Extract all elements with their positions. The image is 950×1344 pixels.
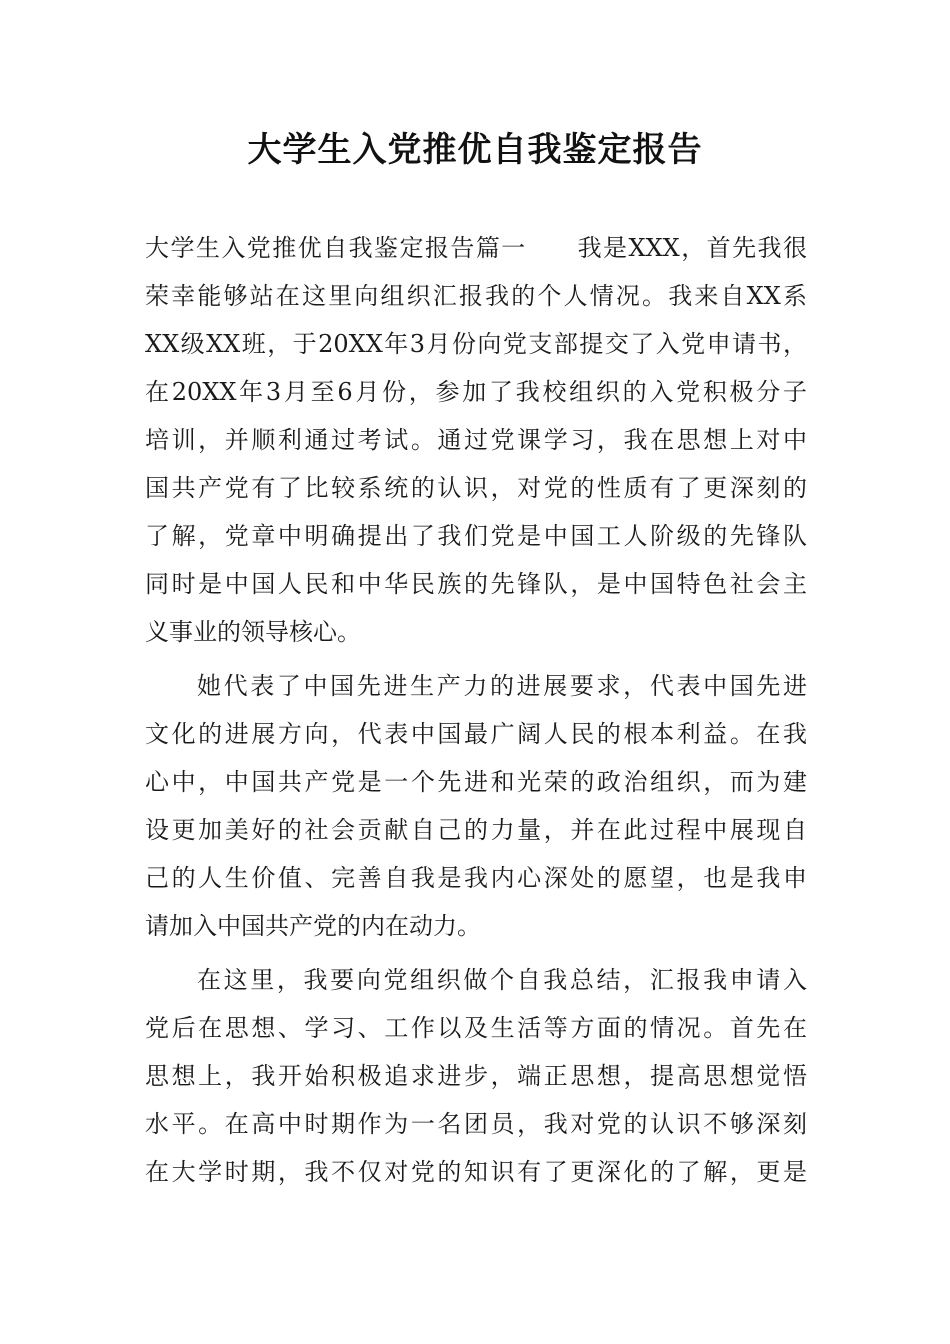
paragraph-3	[145, 956, 807, 1196]
text-line: 在这里，我要向党组织做个自我总结，汇报我申请入	[197, 966, 807, 994]
text-line: 思想上，我开始积极追求进步，端正思想，提高思想觉悟	[145, 1062, 807, 1090]
text-line: 了解，党章中明确提出了我们党是中国工人阶级的先锋队	[145, 522, 807, 550]
text-line: 她代表了中国先进生产力的进展要求，代表中国先进	[197, 672, 807, 700]
document-body	[145, 224, 807, 1196]
text-line: 设更加美好的社会贡献自己的力量，并在此过程中展现自	[145, 816, 807, 844]
text-line: 文化的进展方向，代表中国最广阔人民的根本利益。在我	[145, 720, 807, 748]
text-line: XX级XX班，于20XX年3月份向党支部提交了入党申请书，	[145, 330, 807, 358]
paragraph-2	[145, 662, 807, 950]
text-line: 培训，并顺利通过考试。通过党课学习，我在思想上对中	[145, 426, 807, 454]
document-title: 大学生入党推优自我鉴定报告	[247, 130, 703, 170]
text-line: 请加入中国共产党的内在动力。	[145, 912, 481, 940]
text-line: 义事业的领导核心。	[145, 618, 361, 646]
text-line: 国共产党有了比较系统的认识，对党的性质有了更深刻的	[145, 474, 807, 502]
text-line: 在大学时期，我不仅对党的知识有了更深化的了解，更是	[145, 1158, 807, 1186]
text-line: 党后在思想、学习、工作以及生活等方面的情况。首先在	[145, 1014, 807, 1042]
text-line: 同时是中国人民和中华民族的先锋队，是中国特色社会主	[145, 570, 807, 598]
text-line: 在20XX年3月至6月份，参加了我校组织的入党积极分子	[145, 378, 807, 406]
text-line: 荣幸能够站在这里向组织汇报我的个人情况。我来自XX系	[145, 282, 807, 310]
paragraph-1	[145, 224, 807, 656]
text-line: 己的人生价值、完善自我是我内心深处的愿望，也是我申	[145, 864, 807, 892]
text-line: 大学生入党推优自我鉴定报告篇一 我是XXX，首先我很	[145, 234, 807, 262]
text-line: 水平。在高中时期作为一名团员，我对党的认识不够深刻	[145, 1110, 807, 1138]
text-line: 心中，中国共产党是一个先进和光荣的政治组织，而为建	[145, 768, 807, 796]
